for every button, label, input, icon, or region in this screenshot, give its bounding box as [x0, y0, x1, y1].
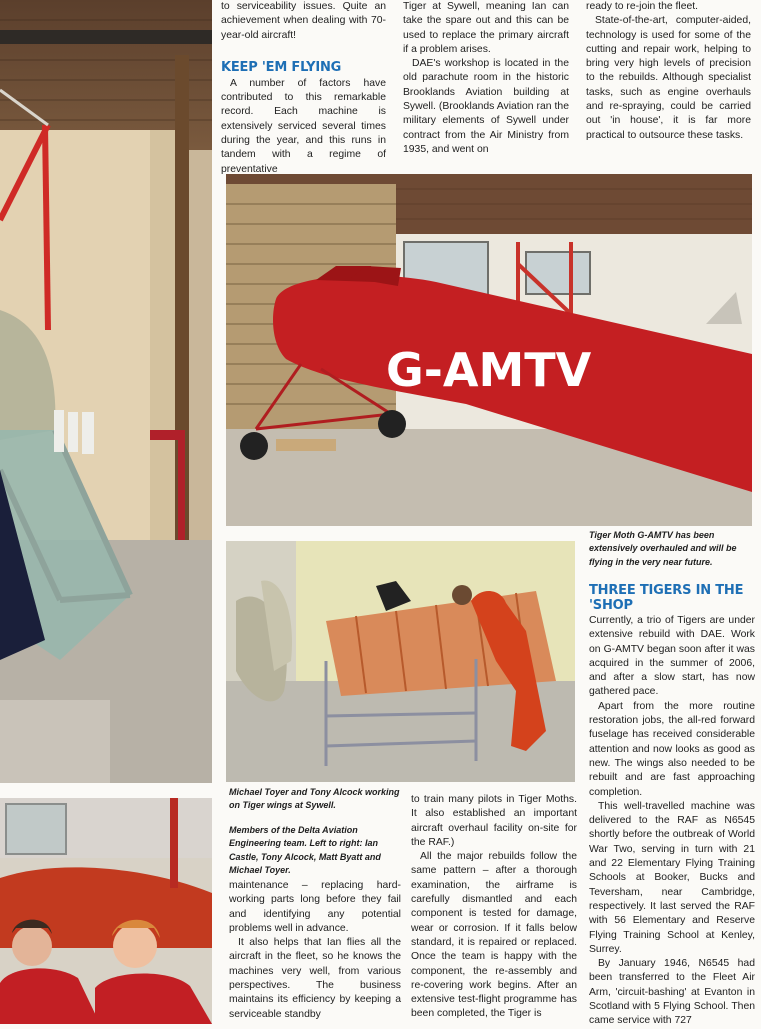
- column-2-bottom: [411, 793, 577, 1022]
- paragraph: It also helps that Ian flies all the aircraft in the fleet, so he knows the machines very well, from various perspectives. The business maintains its efficiency by keeping a serviceable standby: [229, 937, 401, 1020]
- caption-team: Members of the Delta Aviation Engineering team. Left to right: Ian Castle, Tony Alcock, Matt Byatt and Michael Toyer.: [229, 824, 381, 876]
- wing-work-illustration: [226, 541, 575, 782]
- paragraph: Apart from the more routine restoration jobs, the all-red forward fuselage has received considerable attention and now looks as good as new. The wings also needed to be rebuilt and are fast approaching completion.: [589, 700, 755, 798]
- caption-text: Tiger Moth G-AMTV has been extensively overhauled and will be flying in the very near future.: [589, 530, 737, 567]
- column-3-top: [586, 0, 751, 143]
- paragraph: A number of factors have contributed to this remarkable record. Each machine is extensively serviced several times during the year, and this runs in tandem with a regime of preventative: [221, 77, 386, 175]
- column-1-top: [221, 0, 386, 177]
- paragraph: maintenance – replacing hard-working parts long before they fail and identifying any potential problems well in advance.: [229, 880, 401, 934]
- paragraph: Tiger at Sywell, meaning Ian can take the spare out and this can be used to replace the primary aircraft if a problem arises.: [403, 1, 569, 55]
- paragraph: All the major rebuilds follow the same pattern – after a thorough examination, the airframe is carefully dismantled and each component is tested for damage, wear or corrosion. If it falls below standard, it is repaired or replaced. Once the team is happy with the component, the re-assembly and re-covering work begins. After an extensive test-flight programme has been completed, the Tiger is: [411, 851, 577, 1020]
- paragraph: State-of-the-art, computer-aided, technology is used for some of the cutting and repair work, helping to bring very high levels of precision to the rebuilds. Although specialist tasks, such as engine overhauls and re-spraying, could be carried out 'in house', it is far more practical to outsource these tasks.: [586, 15, 751, 141]
- photo-g-amtv: [226, 174, 752, 526]
- team-illustration: [0, 798, 212, 1024]
- paragraph: Currently, a trio of Tigers are under extensive rebuild with DAE. Work on G-AMTV began soon after it was acquired in the summer of 2006, and after a slow start, has now gathered pace.: [589, 615, 755, 698]
- paragraph: to train many pilots in Tiger Moths. It also established an important aircraft overhaul facility on-site for the RAF.): [411, 794, 577, 848]
- section-heading-keep-em-flying: KEEP 'EM FLYING: [221, 59, 342, 75]
- column-3-bottom: [589, 583, 755, 1029]
- paragraph: ready to re-join the fleet.: [586, 1, 699, 12]
- registration-marking: G-AMTV: [386, 343, 592, 397]
- caption-wings: Michael Toyer and Tony Alcock working on Tiger wings at Sywell.: [229, 787, 400, 811]
- paragraph: This well-travelled machine was delivered to the RAF as N6545 shortly before the outbreak of World War Two, serving in turn with 21 and 22 Elementary Flying Training Schools at Booker, Bucks and Teversham, near Cambridge, respectively. It last served the RAF with 56 Elementary and Reserve Flying Training School at Kenley, Surrey.: [589, 800, 755, 955]
- column-1-bottom: [229, 879, 401, 1022]
- tiger-moth-illustration: [226, 174, 752, 526]
- photo-fuselage-frame: [0, 0, 212, 783]
- column-2-top: [403, 0, 569, 157]
- paragraph: to serviceability issues. Quite an achievement when dealing with 70-year-old aircraft!: [221, 1, 386, 41]
- paragraph: By January 1946, N6545 had been transferred to the Fleet Air Arm, 'circuit-bashing' at Evanton in Scotland with 5 Flying School. Then came service with 727: [589, 958, 755, 1027]
- photo-wing-work: [226, 541, 575, 782]
- caption-main-photo: [589, 529, 755, 569]
- caption-wings-and-team: [229, 786, 401, 877]
- paragraph: DAE's workshop is located in the old parachute room in the historic Brooklands Aviation building at Sywell. (Brooklands Aviation ran the military elements of Sywell under contract from the Air Ministry from 1935, and went on: [403, 58, 569, 155]
- photo-team: [0, 798, 212, 1024]
- fuselage-frame-illustration: [0, 0, 212, 783]
- section-heading-three-tigers: THREE TIGERS IN THE 'SHOP: [589, 583, 744, 613]
